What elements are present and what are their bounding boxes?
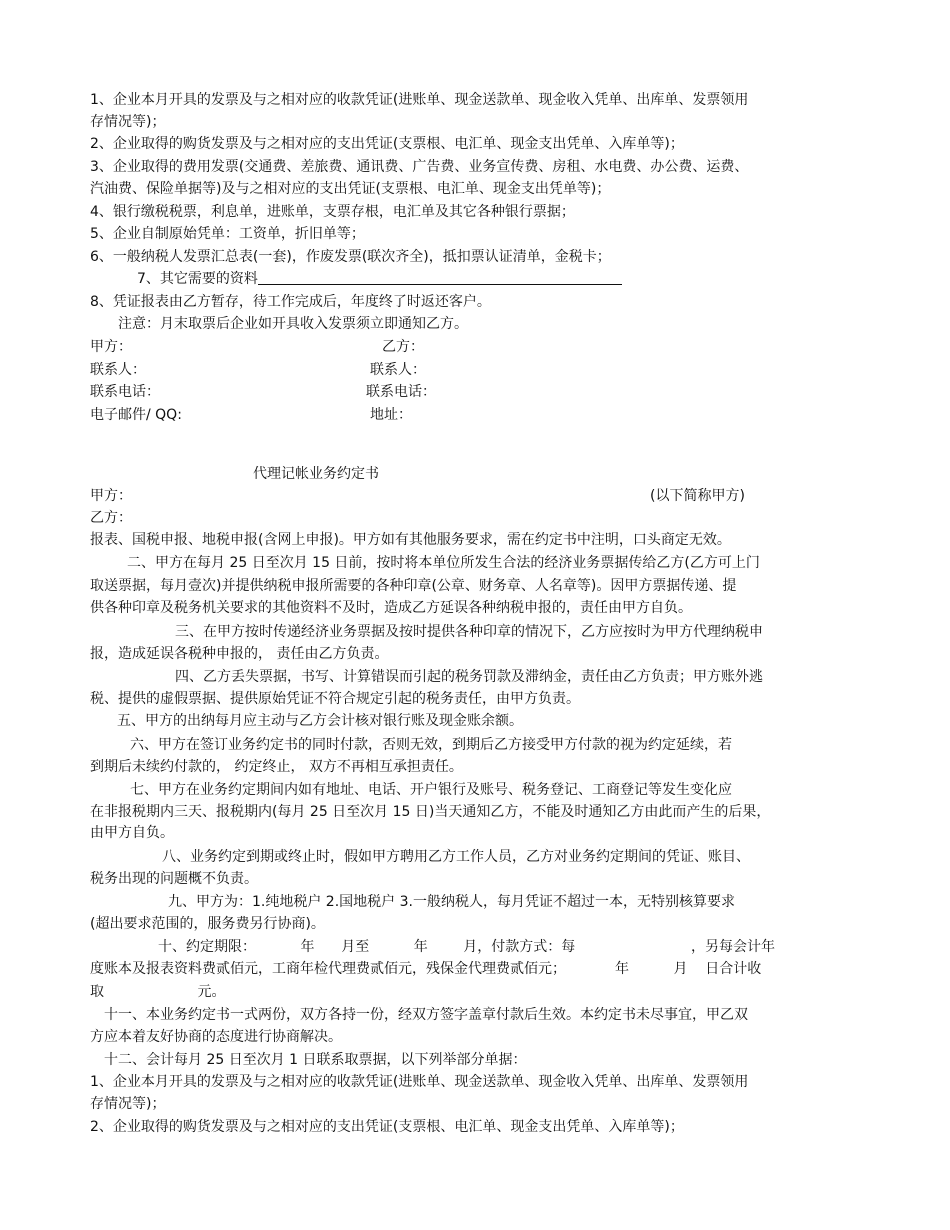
clause-line: 三、在甲方按时传递经济业务票据及按时提供各种印章的情况下，乙方应按时为甲方代理纳税申 <box>175 624 763 640</box>
clause-line: 税、提供的虚假票据、提供原始凭证不符合规定引起的税务责任，由甲方负责。 <box>90 691 580 707</box>
clause-line: 十、约定期限： 年 月至 年 月，付款方式：每 ，另每会计年 <box>158 939 776 955</box>
clause-line: 十一、本业务约定书一式两份，双方各持一份，经双方签字盖章付款后生效。本约定书未尽事宜，甲乙双 <box>104 1007 748 1023</box>
clause-line: 取送票据，每月壹次)并提供纳税申报所需要的各种印章(公章、财务章、人名章等)。因甲方票据传递、提 <box>90 578 737 594</box>
clause-line: 六、甲方在签订业务约定书的同时付款，否则无效，到期后乙方接受甲方付款的视为约定延续，若 <box>130 737 732 753</box>
clause-line: 八、业务约定到期或终止时，假如甲方聘用乙方工作人员，乙方对业务约定期间的凭证、账目、 <box>162 849 750 865</box>
list-item: 存情况等)； <box>90 1096 166 1112</box>
list-item: 1、企业本月开具的发票及与之相对应的收款凭证(进账单、现金送款单、现金收入凭单、出库单、发票领用 <box>90 1074 749 1090</box>
clause-line: 十二、会计每月 25 日至次月 1 日联系取票据，以下列举部分单据： <box>104 1052 527 1068</box>
party-b-label: 乙方： <box>90 510 132 526</box>
list-item: 6、一般纳税人发票汇总表(一套)，作废发票(联次齐全)，抵扣票认证清单，金税卡； <box>90 249 611 265</box>
clause-line: (超出要求范围的，服务费另行协商)。 <box>90 916 325 932</box>
contact-a-label: 联系人： <box>90 362 146 378</box>
clause-line: 税务出现的问题概不负责。 <box>90 871 258 887</box>
clause-line: 四、乙方丢失票据，书写、计算错误而引起的税务罚款及滞纳金，责任由乙方负责；甲方账外逃 <box>175 669 763 685</box>
list-item: 2、企业取得的购货发票及与之相对应的支出凭证(支票根、电汇单、现金支出凭单、入库单等)； <box>90 1119 684 1135</box>
clause-line: 报表、国税申报、地税申报(含网上申报)。甲方如有其他服务要求，需在约定书中注明，口头商定无效。 <box>90 532 731 548</box>
list-item-label: 7、其它需要的资料 <box>137 271 258 287</box>
phone-a-label: 联系电话： <box>90 384 160 400</box>
clause-line: 报，造成延误各税种申报的， 责任由乙方负责。 <box>90 646 389 662</box>
party-a-signature-label: 甲方： <box>90 339 132 355</box>
party-a-short-name: (以下简称甲方) <box>650 488 745 504</box>
clause-line: 在非报税期内三天、报税期内(每月 25 日至次月 15 日)当天通知乙方，不能及时通知乙方由此而产生的后果， <box>90 804 771 820</box>
email-qq-label: 电子邮件/ QQ: <box>90 407 182 423</box>
list-item: 2、企业取得的购货发票及与之相对应的支出凭证(支票根、电汇单、现金支出凭单、入库单等)； <box>90 136 684 152</box>
document-title: 代理记帐业务约定书 <box>253 466 379 482</box>
list-item: 5、企业自制原始凭单：工资单，折旧单等； <box>90 226 365 242</box>
list-item: 1、企业本月开具的发票及与之相对应的收款凭证(进账单、现金送款单、现金收入凭单、出库单、发票领用 <box>90 92 749 108</box>
list-item: 存情况等)； <box>90 114 166 130</box>
list-item: 4、银行缴税税票，利息单，进账单，支票存根，电汇单及其它各种银行票据； <box>90 204 575 220</box>
party-a-label: 甲方： <box>90 488 132 504</box>
phone-b-label: 联系电话： <box>366 384 436 400</box>
blank-line <box>258 269 622 285</box>
clause-line: 取 元。 <box>90 984 226 1000</box>
address-b-label: 地址： <box>370 407 412 423</box>
list-item: 3、企业取得的费用发票(交通费、差旅费、通讯费、广告费、业务宣传费、房租、水电费、办公费、运费、 <box>90 159 749 175</box>
list-item: 汽油费、保险单据等)及与之相对应的支出凭证(支票根、电汇单、现金支出凭单等)； <box>90 181 611 197</box>
clause-line: 由甲方自负。 <box>90 825 174 841</box>
clause-line: 到期后未续约付款的， 约定终止， 双方不再相互承担责任。 <box>90 759 463 775</box>
clause-line: 供各种印章及税务机关要求的其他资料不及时，造成乙方延误各种纳税申报的，责任由甲方自负。 <box>90 600 692 616</box>
clause-line: 五、甲方的出纳每月应主动与乙方会计核对银行账及现金账余额。 <box>117 713 523 729</box>
contact-b-label: 联系人： <box>370 362 426 378</box>
note-text: 注意：月末取票后企业如开具收入发票须立即通知乙方。 <box>118 316 468 332</box>
party-b-signature-label: 乙方： <box>382 339 424 355</box>
clause-line: 度账本及报表资料费贰佰元，工商年检代理费贰佰元，残保金代理费贰佰元； 年 月 日合计收 <box>90 961 762 977</box>
clause-line: 九、甲方为：1.纯地税户 2.国地税户 3.一般纳税人，每月凭证不超过一本，无特别核算要求 <box>168 894 735 910</box>
list-item: 8、凭证报表由乙方暂存，待工作完成后，年度终了时返还客户。 <box>90 294 491 310</box>
list-item-other-materials <box>137 268 697 290</box>
clause-line: 二、甲方在每月 25 日至次月 15 日前，按时将本单位所发生合法的经济业务票据传给乙方(乙方可上门 <box>127 555 760 571</box>
clause-line: 方应本着友好协商的态度进行协商解决。 <box>90 1029 342 1045</box>
clause-line: 七、甲方在业务约定期间内如有地址、电话、开户银行及账号、税务登记、工商登记等发生变化应 <box>130 782 732 798</box>
